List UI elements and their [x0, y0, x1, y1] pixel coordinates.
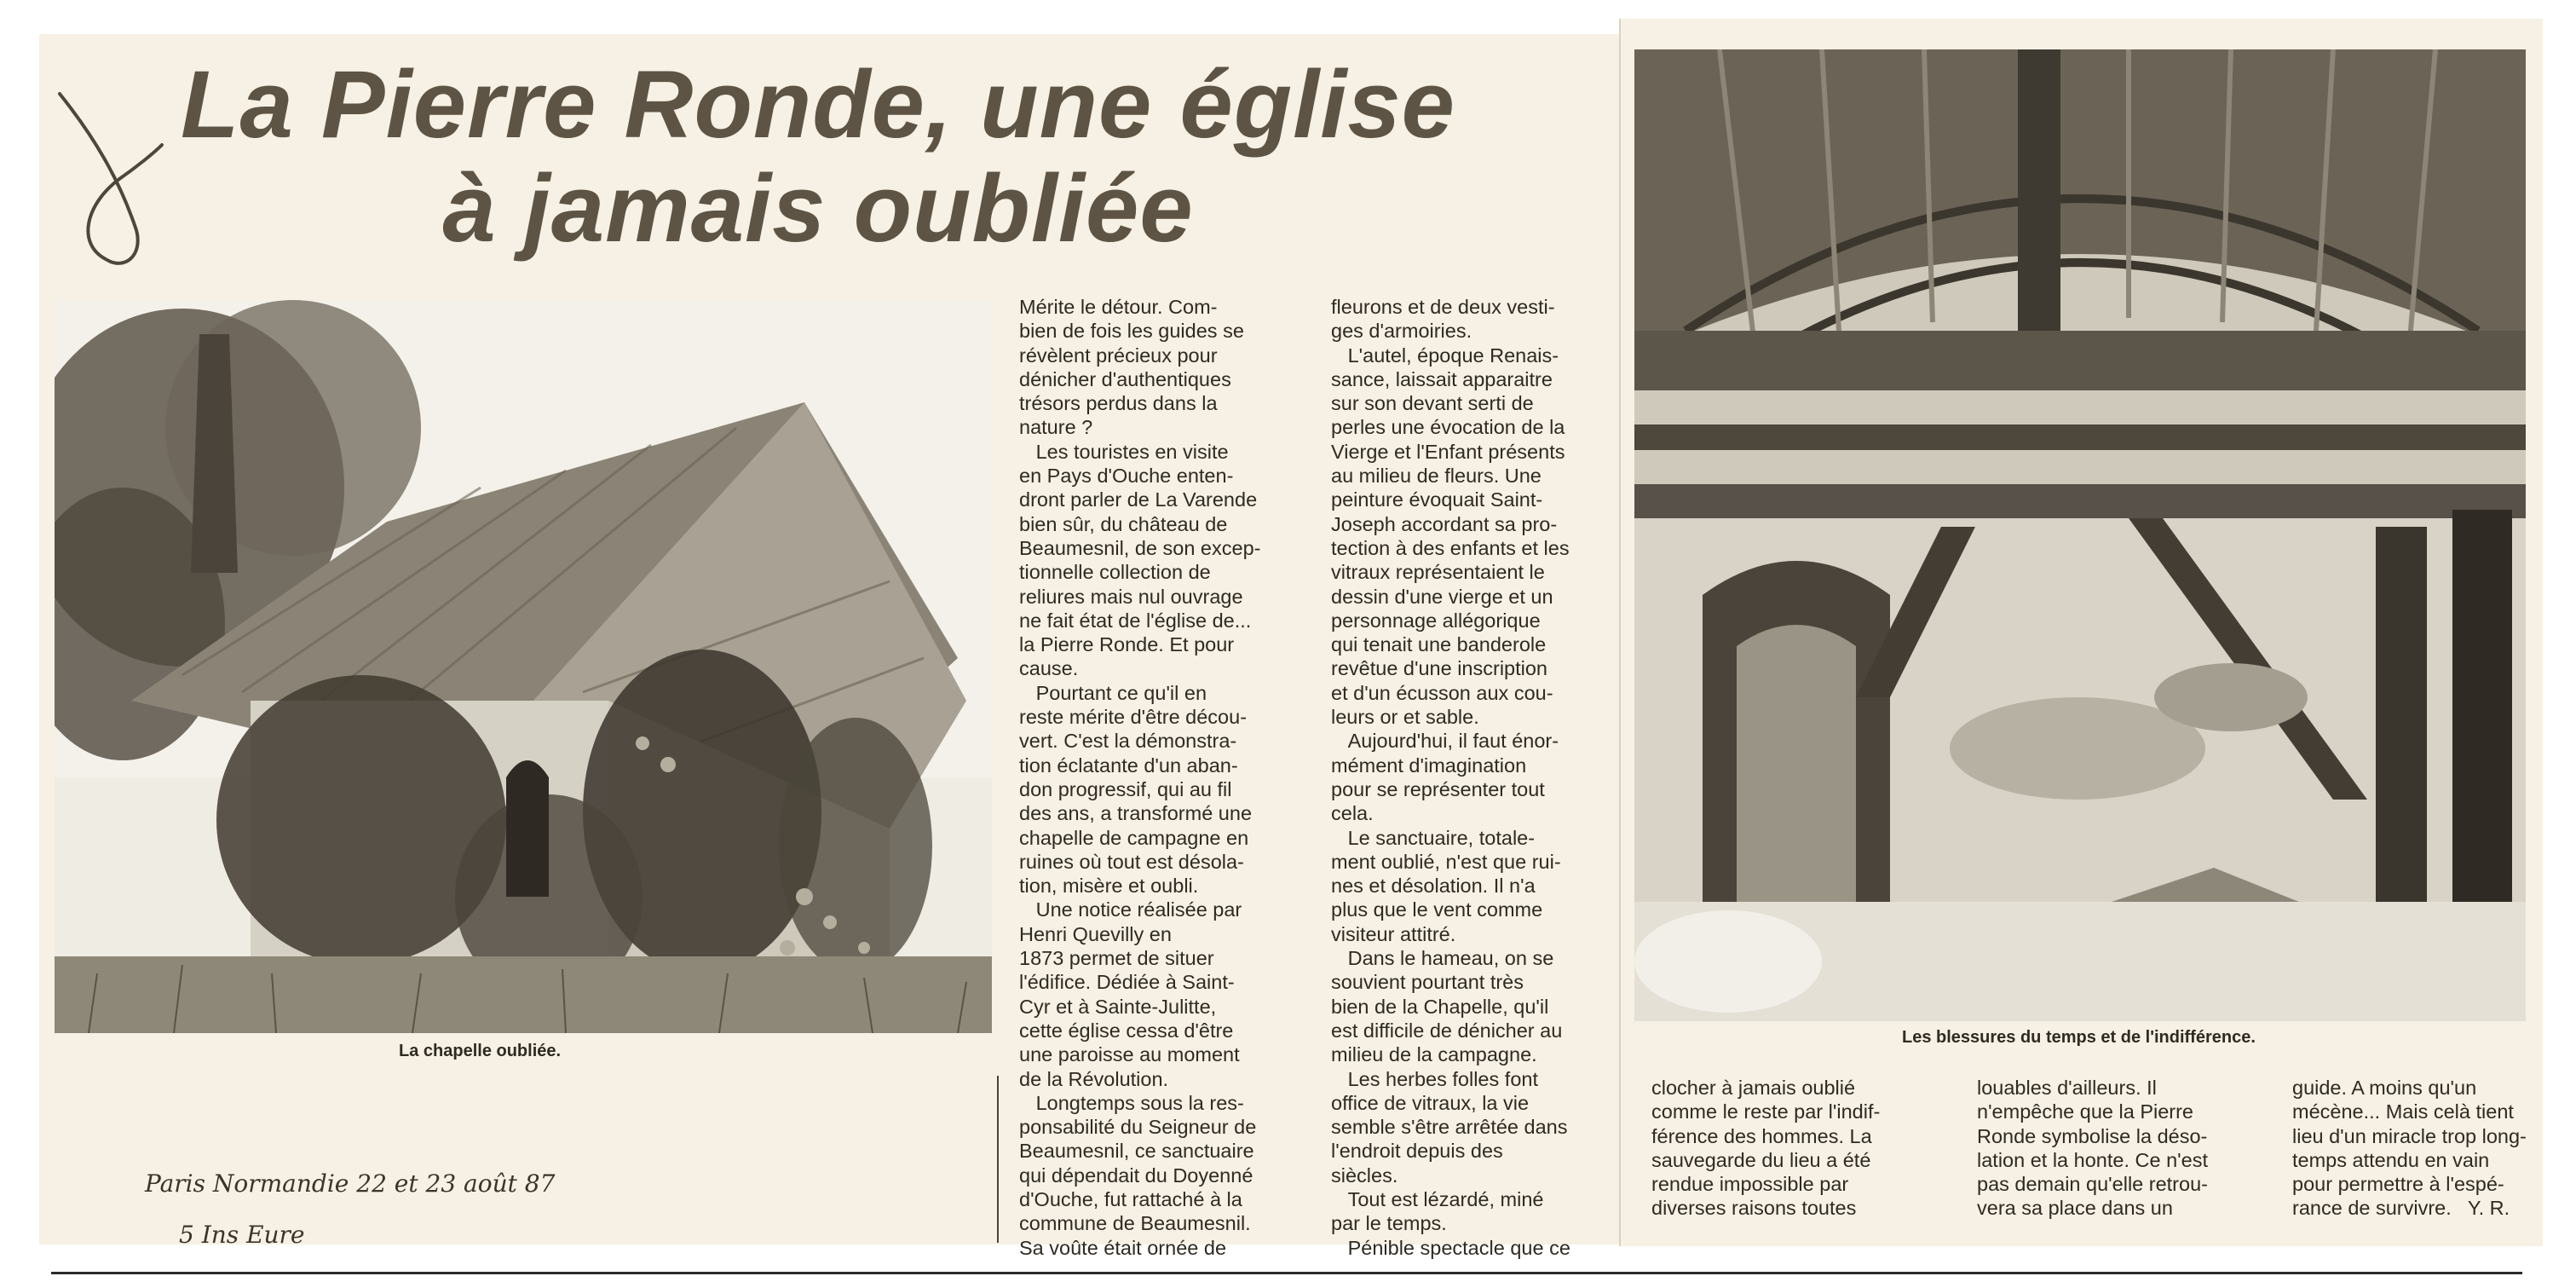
article-column-5: guide. A moins qu'un mécène... Mais celà tient lieu d'un miracle trop long- temps attendu en vain pour permettre à l'espé- rance de survivre. Y. R. — [2292, 1077, 2527, 1220]
photo-interior — [1634, 49, 2526, 1021]
article-column-1: Mérite le détour. Com- bien de fois les guides se révèlent précieux pour dénicher d'authentiques trésors perdus dans la nature ? Les touristes en visite en Pays d'Ouche enten- dront parler de La Varende bien sûr, du château de Beaumesnil, de son excep- tionnelle collection de reliures mais nul ouvrage ne fait état de l'église de... la Pierre Ronde. Et pour cause. Pourtant ce qu'il en reste mérite d'être décou- vert. C'est la démonstra- tion éclatante d'un aban- don progressif, qui au fil des ans, a transformé une chapelle de campagne en ruines où tout est désola- tion, misère et oubli. Une notice réalisée par Henri Quevilly en 1873 permet de situer l'édifice. Dédiée à Saint- Cyr et à Sainte-Julitte, cette église cessa d'être une paroisse au moment de la Révolution. Longtemps sous la res- ponsabilité du Seigneur de Beaumesnil, ce sanctuaire qui dépendait du Doyenné d'Ouche, fut rattaché à la commune de Beaumesnil. Sa voûte était ornée de — [1019, 296, 1261, 1259]
column-rule — [997, 1076, 999, 1243]
headline-line-2: à jamais oubliée — [442, 155, 1194, 262]
handwritten-department-note: 5 Ins Eure — [179, 1221, 305, 1249]
caption-interior: Les blessures du temps et de l'indifférence. — [1902, 1028, 2256, 1047]
caption-chapel: La chapelle oubliée. — [399, 1042, 562, 1060]
photo-chapel — [55, 300, 992, 1033]
handwritten-source-note: Paris Normandie 22 et 23 août 87 — [145, 1169, 556, 1198]
bottom-rule — [51, 1272, 2522, 1274]
headline-line-1: La Pierre Ronde, une église — [181, 51, 1455, 158]
article-column-3: clocher à jamais oublié comme le reste par l'indif- férence des hommes. La sauvegarde du lieu a été rendue impossible par diverses raisons toutes — [1651, 1077, 1881, 1220]
article-column-4: louables d'ailleurs. Il n'empêche que la Pierre Ronde symbolise la déso- lation et la honte. Ce n'est pas demain qu'elle retrou- vera sa place dans un — [1977, 1077, 2208, 1220]
article-column-2: fleurons et de deux vesti- ges d'armoiries. L'autel, époque Renais- sance, laissait apparaitre sur son devant serti de perles une évocation de la Vierge et l'Enfant présents au milieu de fleurs. Une peinture évoquait Saint- Joseph accordant sa pro- tection à des enfants et les vitraux représentaient le dessin d'une vierge et un personnage allégorique qui tenait une banderole revêtue d'une inscription et d'un écusson aux cou- leurs or et sable. Aujourd'hui, il faut énor- mément d'imagination pour se représenter tout cela. Le sanctuaire, totale- ment oublié, n'est que rui- nes et désolation. Il n'a plus que le vent comme visiteur attitré. Dans le hameau, on se souvient pourtant très bien de la Chapelle, qu'il est difficile de dénicher au milieu de la campagne. Les herbes folles font office de vitraux, la vie semble s'être arrêtée dans l'endroit depuis des siècles. Tout est lézardé, miné par le temps. Pénible spectacle que ce — [1331, 296, 1570, 1259]
headline — [94, 53, 1542, 261]
